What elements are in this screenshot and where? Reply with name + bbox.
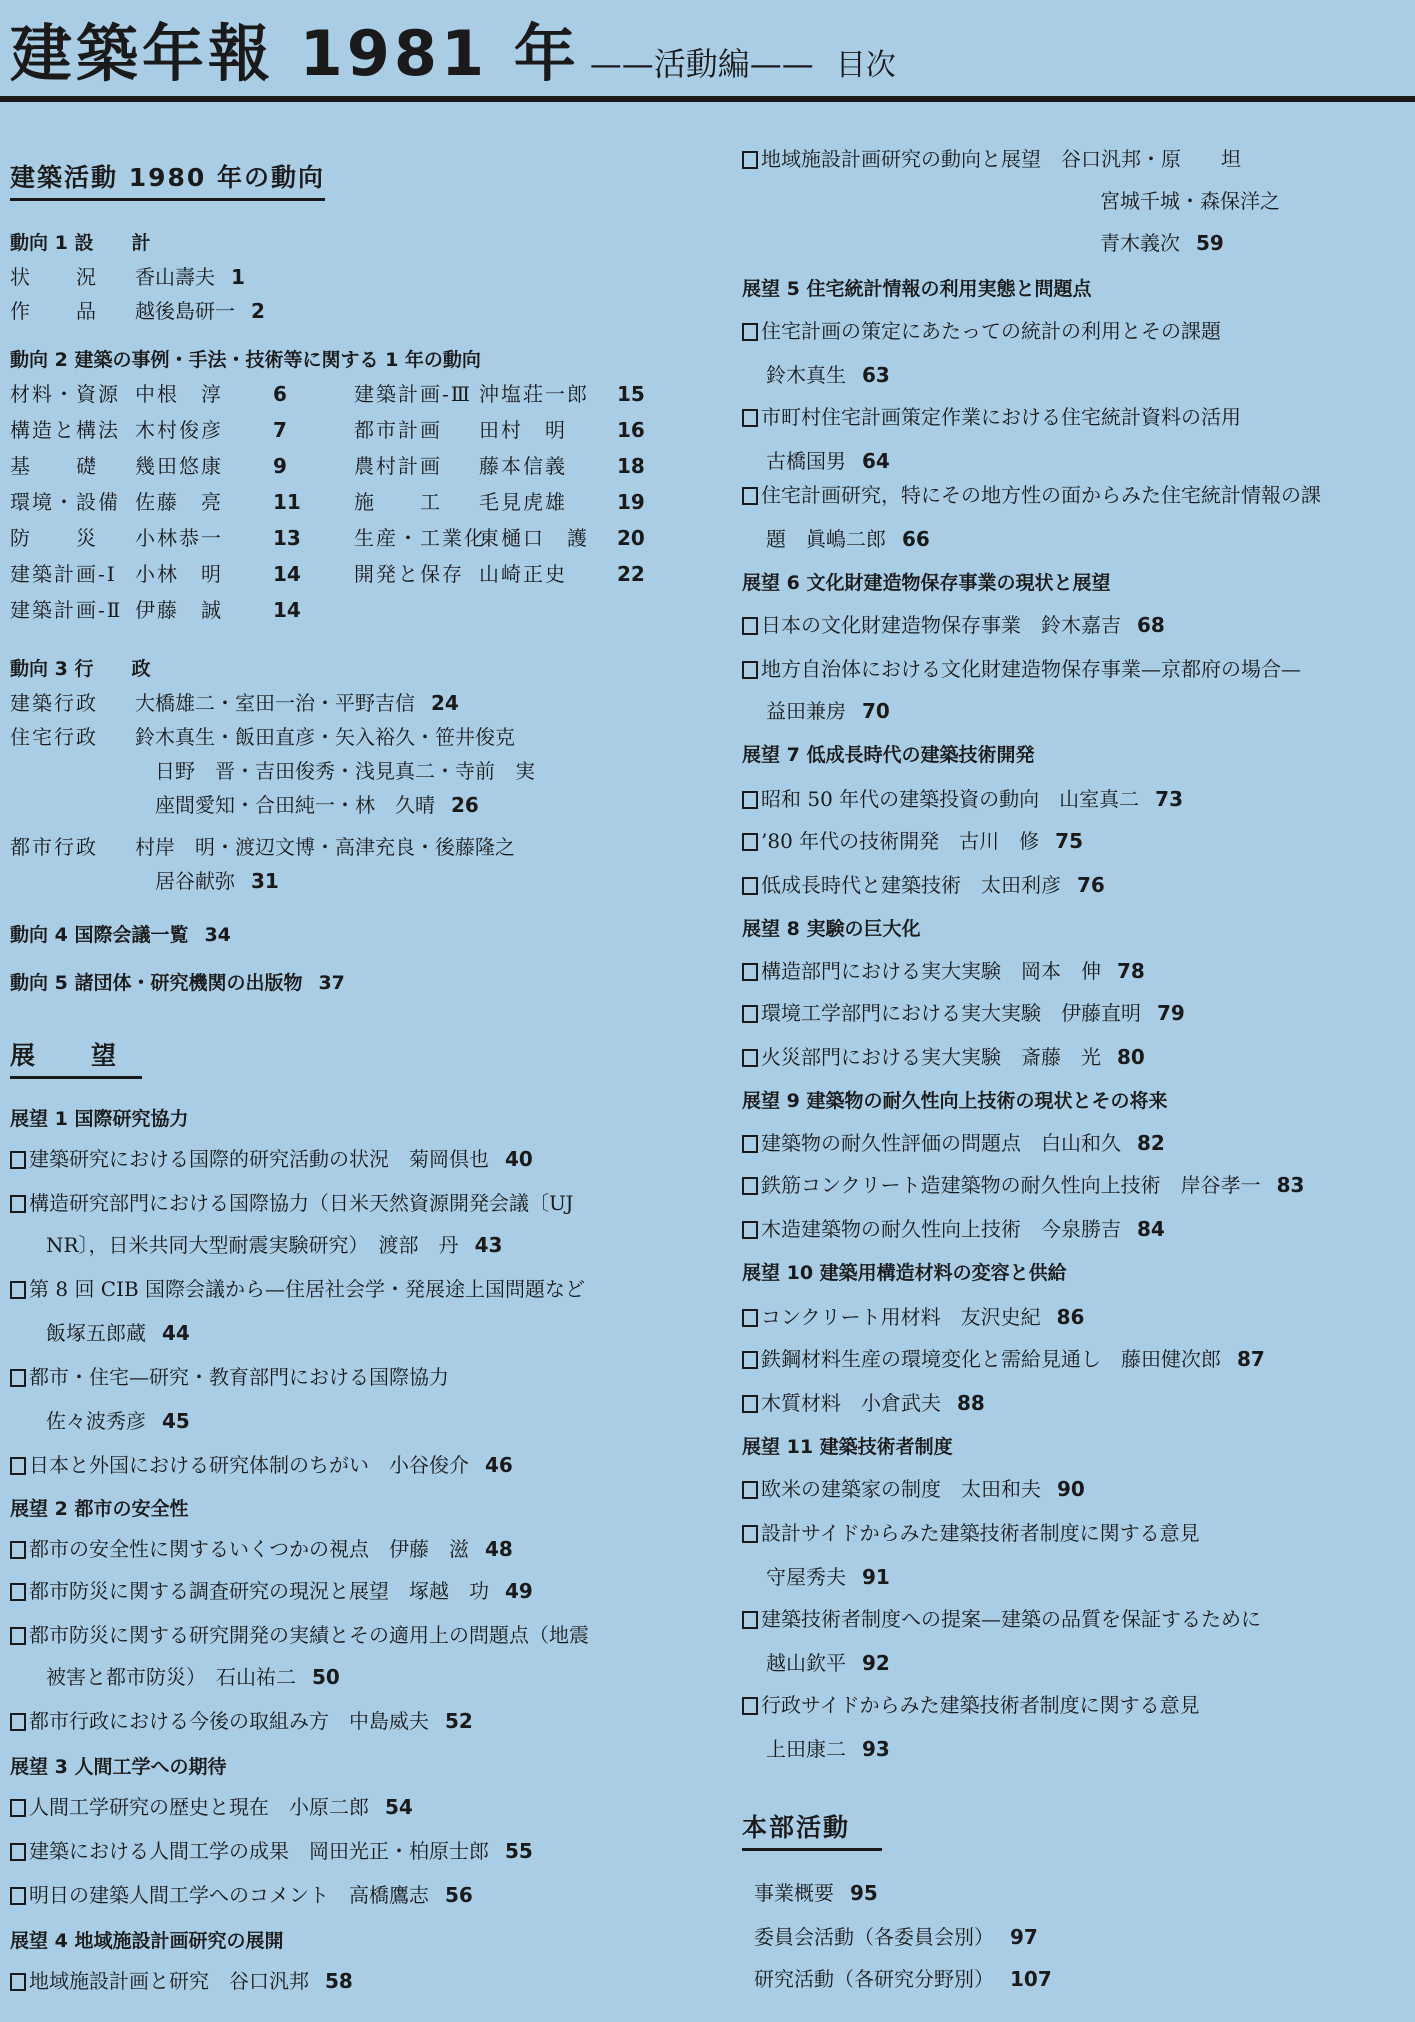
- checkbox-icon: [742, 1351, 758, 1369]
- outlook-item: 行政サイドからみた建築技術者制度に関する意見: [742, 1688, 1200, 1722]
- page-title: 建築年報 1981 年: [10, 17, 580, 90]
- outlook-item-cont: 飯塚五郎蔵 44: [46, 1321, 190, 1345]
- outlook-item: 市町村住宅計画策定作業における住宅統計資料の活用: [742, 400, 1241, 434]
- outlook-item: 環境工学部門における実大実験 伊藤直明 79: [742, 996, 1185, 1030]
- trend-1-row-1: 状 況 香山壽夫 1: [10, 265, 245, 289]
- outlook-item: 都市行政における今後の取組み方 中島威夫 52: [10, 1704, 473, 1738]
- outlook-item-cont: 宮城千城・森保洋之: [1100, 189, 1280, 213]
- trend-2-heading: 動向 2 建築の事例・手法・技術等に関する 1 年の動向: [10, 349, 481, 371]
- outlook-item: 都市の安全性に関するいくつかの視点 伊藤 滋 48: [10, 1532, 513, 1566]
- trend-3-row-urban-cont: 居谷献弥 31: [155, 869, 279, 893]
- trend-3-row-housing-cont: 日野 晋・吉田俊秀・浅見真二・寺前 実: [155, 759, 535, 783]
- checkbox-icon: [742, 1221, 758, 1239]
- outlook-item-cont: 佐々波秀彦 45: [46, 1409, 190, 1433]
- checkbox-icon: [10, 1713, 26, 1731]
- outlook-item: 住宅計画研究，特にその地方性の面からみた住宅統計情報の課: [742, 478, 1321, 512]
- trend-2-b-row: 施 工 毛見虎雄 19: [354, 490, 645, 514]
- checkbox-icon: [742, 1697, 758, 1715]
- checkbox-icon: [742, 1177, 758, 1195]
- outlook-item: ’80 年代の技術開発 古川 修 75: [742, 824, 1083, 858]
- checkbox-icon: [742, 151, 758, 169]
- checkbox-icon: [742, 791, 758, 809]
- outlook-item: 低成長時代と建築技術 太田利彦 76: [742, 868, 1105, 902]
- trend-3-heading: 動向 3 行 政: [10, 658, 151, 680]
- outlook-item: 鉄筋コンクリート造建築物の耐久性向上技術 岸谷孝一 83: [742, 1168, 1304, 1202]
- outlook-item-cont: 上田康二 93: [766, 1737, 890, 1761]
- outlook-7-heading: 展望 7 低成長時代の建築技術開発: [742, 744, 1035, 766]
- checkbox-icon: [10, 1151, 26, 1169]
- trend-2-b-row: 都市計画 田村 明 16: [354, 418, 645, 442]
- checkbox-icon: [742, 1135, 758, 1153]
- outlook-item: 明日の建築人間工学へのコメント 高橋鷹志 56: [10, 1878, 473, 1912]
- outlook-10-heading: 展望 10 建築用構造材料の変容と供給: [742, 1262, 1067, 1284]
- trend-1-heading: 動向 1 設 計: [10, 232, 151, 254]
- checkbox-icon: [10, 1281, 26, 1299]
- checkbox-icon: [10, 1627, 26, 1645]
- page-header: [10, 14, 1400, 94]
- checkbox-icon: [742, 1481, 758, 1499]
- outlook-item-cont: 守屋秀夫 91: [766, 1565, 890, 1589]
- toc-label: 目次: [835, 48, 896, 83]
- outlook-item-cont: 益田兼房 70: [766, 699, 890, 723]
- outlook-item: 建築における人間工学の成果 岡田光正・柏原士郎 55: [10, 1834, 533, 1868]
- checkbox-icon: [742, 1049, 758, 1067]
- checkbox-icon: [742, 1005, 758, 1023]
- outlook-item: 都市防災に関する調査研究の現況と展望 塚越 功 49: [10, 1574, 533, 1608]
- outlook-item: 構造研究部門における国際協力（日米天然資源開発会議〔UJ: [10, 1186, 573, 1220]
- outlook-item-cont: 被害と都市防災） 石山祐二 50: [46, 1665, 340, 1689]
- trend-2-a-row: 建築計画-Ⅱ 伊藤 誠 14: [10, 598, 301, 622]
- outlook-1-heading: 展望 1 国際研究協力: [10, 1108, 189, 1130]
- outlook-item: 日本の文化財建造物保存事業 鈴木嘉吉 68: [742, 608, 1165, 642]
- outlook-item: 日本と外国における研究体制のちがい 小谷俊介 46: [10, 1448, 513, 1482]
- trend-2-b-row: 開発と保存 山崎正史 22: [354, 562, 645, 586]
- checkbox-icon: [10, 1973, 26, 1991]
- checkbox-icon: [10, 1799, 26, 1817]
- checkbox-icon: [742, 1611, 758, 1629]
- checkbox-icon: [742, 1525, 758, 1543]
- outlook-4-heading: 展望 4 地域施設計画研究の展開: [10, 1930, 284, 1952]
- outlook-item: 都市防災に関する研究開発の実績とその適用上の問題点（地震: [10, 1618, 589, 1652]
- outlook-6-heading: 展望 6 文化財建造物保存事業の現状と展望: [742, 572, 1111, 594]
- trend-1-row-2: 作 品 越後島研一 2: [10, 299, 265, 323]
- trend-2-a-row: 建築計画-Ⅰ 小林 明 14: [10, 562, 301, 586]
- outlook-item-cont: 古橋国男 64: [766, 449, 890, 473]
- outlook-item: 地域施設計画と研究 谷口汎邦 58: [10, 1964, 353, 1998]
- trend-3-row-building: 建築行政 大橋雄二・室田一治・平野吉信 24: [10, 691, 459, 715]
- checkbox-icon: [10, 1369, 26, 1387]
- checkbox-icon: [742, 409, 758, 427]
- outlook-item: 人間工学研究の歴史と現在 小原二郎 54: [10, 1790, 413, 1824]
- outlook-3-heading: 展望 3 人間工学への期待: [10, 1756, 227, 1778]
- outlook-item-cont: 越山欽平 92: [766, 1651, 890, 1675]
- trend-2-b-row: 生産・工業化東樋口 護 20: [354, 526, 645, 550]
- checkbox-icon: [10, 1457, 26, 1475]
- section-heading-outlook: 展 望: [10, 1036, 142, 1079]
- outlook-item: 住宅計画の策定にあたっての統計の利用とその課題: [742, 314, 1221, 348]
- outlook-item-cont: NR〕，日米共同大型耐震実験研究） 渡部 丹 43: [46, 1233, 503, 1257]
- checkbox-icon: [742, 877, 758, 895]
- checkbox-icon: [742, 617, 758, 635]
- trend-3-row-housing-cont: 座間愛知・合田純一・林 久晴 26: [155, 793, 479, 817]
- trend-2-a-row: 基 礎 幾田悠康 9: [10, 454, 287, 478]
- hq-item: 研究活動（各研究分野別） 107: [754, 1967, 1052, 1991]
- outlook-item: 建築技術者制度への提案—建築の品質を保証するために: [742, 1602, 1261, 1636]
- outlook-item: 建築物の耐久性評価の問題点 白山和久 82: [742, 1126, 1165, 1160]
- outlook-8-heading: 展望 8 実験の巨大化: [742, 918, 921, 940]
- section-heading-hq: 本部活動: [742, 1808, 882, 1851]
- outlook-item: 木質材料 小倉武夫 88: [742, 1386, 985, 1420]
- trend-2-a-row: 構造と構法 木村俊彦 7: [10, 418, 287, 442]
- header-rule: [0, 96, 1415, 102]
- checkbox-icon: [742, 1395, 758, 1413]
- checkbox-icon: [742, 963, 758, 981]
- trend-3-row-urban: 都市行政 村岸 明・渡辺文博・高津充良・後藤隆之: [10, 835, 515, 859]
- outlook-item: 火災部門における実大実験 斎藤 光 80: [742, 1040, 1145, 1074]
- outlook-item: 設計サイドからみた建築技術者制度に関する意見: [742, 1516, 1200, 1550]
- checkbox-icon: [742, 661, 758, 679]
- outlook-item-cont: 青木義次 59: [1100, 231, 1224, 255]
- trend-2-b-row: 建築計画-Ⅲ 沖塩荘一郎 15: [354, 382, 645, 406]
- checkbox-icon: [10, 1195, 26, 1213]
- outlook-item: 第 8 回 CIB 国際会議から—住居社会学・発展途上国問題など: [10, 1272, 585, 1306]
- trend-3-row-housing: 住宅行政 鈴木真生・飯田直彦・矢入裕久・笹井俊克: [10, 725, 515, 749]
- checkbox-icon: [10, 1583, 26, 1601]
- checkbox-icon: [10, 1541, 26, 1559]
- outlook-9-heading: 展望 9 建築物の耐久性向上技術の現状とその将来: [742, 1090, 1168, 1112]
- outlook-item: 昭和 50 年代の建築投資の動向 山室真二 73: [742, 782, 1183, 816]
- hq-item: 事業概要 95: [754, 1881, 878, 1905]
- trend-5-heading: 動向 5 諸団体・研究機関の出版物 37: [10, 972, 345, 994]
- outlook-item-cont: 題 眞嶋二郎 66: [766, 527, 930, 551]
- section-heading-trends: 建築活動 1980 年の動向: [10, 158, 325, 201]
- outlook-item: 木造建築物の耐久性向上技術 今泉勝吉 84: [742, 1212, 1165, 1246]
- outlook-5-heading: 展望 5 住宅統計情報の利用実態と問題点: [742, 278, 1092, 300]
- checkbox-icon: [10, 1843, 26, 1861]
- trend-2-a-row: 材料・資源 中根 淳 6: [10, 382, 287, 406]
- outlook-2-heading: 展望 2 都市の安全性: [10, 1498, 189, 1520]
- outlook-item: 建築研究における国際的研究活動の状況 菊岡倶也 40: [10, 1142, 533, 1176]
- checkbox-icon: [742, 833, 758, 851]
- trend-4-heading: 動向 4 国際会議一覧 34: [10, 924, 231, 946]
- checkbox-icon: [742, 323, 758, 341]
- outlook-11-heading: 展望 11 建築技術者制度: [742, 1436, 953, 1458]
- outlook-item-cont: 鈴木真生 63: [766, 363, 890, 387]
- trend-2-a-row: 防 災 小林恭一 13: [10, 526, 301, 550]
- outlook-item: コンクリート用材料 友沢史紀 86: [742, 1300, 1084, 1334]
- trend-2-b-row: 農村計画 藤本信義 18: [354, 454, 645, 478]
- outlook-item: 都市・住宅—研究・教育部門における国際協力: [10, 1360, 449, 1394]
- checkbox-icon: [10, 1887, 26, 1905]
- checkbox-icon: [742, 1309, 758, 1327]
- outlook-item: 構造部門における実大実験 岡本 伸 78: [742, 954, 1145, 988]
- page-subtitle: ——活動編——: [589, 45, 814, 83]
- outlook-item: 欧米の建築家の制度 太田和夫 90: [742, 1472, 1085, 1506]
- outlook-item: 地方自治体における文化財建造物保存事業—京都府の場合—: [742, 652, 1301, 686]
- hq-item: 委員会活動（各委員会別） 97: [754, 1925, 1038, 1949]
- checkbox-icon: [742, 487, 758, 505]
- outlook-item: 鉄鋼材料生産の環境変化と需給見通し 藤田健次郎 87: [742, 1342, 1265, 1376]
- outlook-item: 地域施設計画研究の動向と展望 谷口汎邦・原 坦: [742, 142, 1241, 176]
- trend-2-a-row: 環境・設備 佐藤 亮 11: [10, 490, 301, 514]
